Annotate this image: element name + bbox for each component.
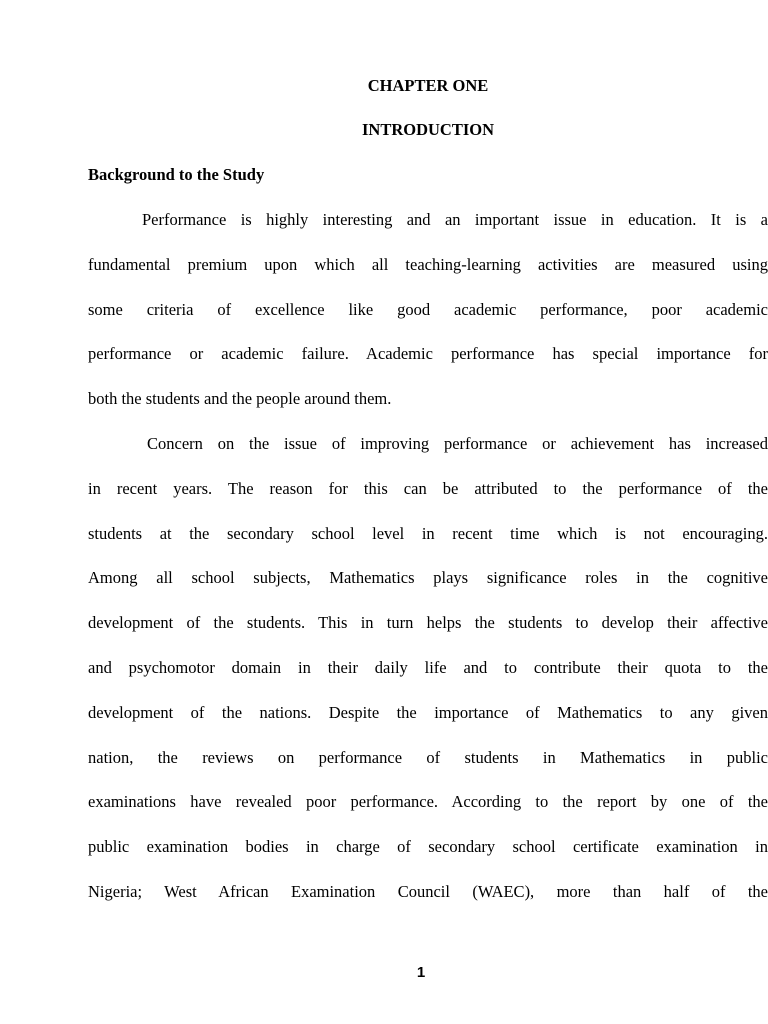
paragraph-line: performance or academic failure. Academic performance has special importance for: [88, 344, 768, 364]
paragraph-line: fundamental premium upon which all teaching-learning activities are measured using: [88, 254, 768, 274]
paragraph-2: [88, 422, 768, 915]
paragraph-line: and psychomotor domain in their daily life and to contribute their quota to the: [88, 657, 768, 677]
paragraph-line: nation, the reviews on performance of students in Mathematics in public: [88, 747, 768, 767]
paragraph-line: Performance is highly interesting and an important issue in education. It is a: [142, 210, 768, 229]
paragraph-line: both the students and the people around them.: [88, 389, 392, 409]
page-number: 1: [416, 964, 426, 981]
section-title: INTRODUCTION: [361, 120, 495, 139]
paragraph-line: Among all school subjects, Mathematics plays significance roles in the cognitive: [88, 568, 768, 588]
paragraph-line: Nigeria; West African Examination Council (WAEC), more than half of the: [88, 881, 768, 901]
subsection-heading: Background to the Study: [88, 165, 265, 184]
chapter-title: CHAPTER ONE: [367, 76, 489, 95]
paragraph-line: development of the nations. Despite the importance of Mathematics to any given: [88, 702, 768, 722]
paragraph-line: public examination bodies in charge of secondary school certificate examination in: [88, 837, 768, 857]
paragraph-line: in recent years. The reason for this can be attributed to the performance of the: [88, 478, 768, 498]
paragraph-line: students at the secondary school level in recent time which is not encouraging.: [88, 523, 768, 543]
paragraph-line: examinations have revealed poor performance. According to the report by one of the: [88, 792, 768, 812]
paragraph-1: [88, 198, 768, 422]
paragraph-line: some criteria of excellence like good academic performance, poor academic: [88, 299, 768, 319]
paragraph-line: development of the students. This in turn helps the students to develop their affective: [88, 613, 768, 633]
paragraph-line: Concern on the issue of improving performance or achievement has increased: [147, 434, 768, 453]
